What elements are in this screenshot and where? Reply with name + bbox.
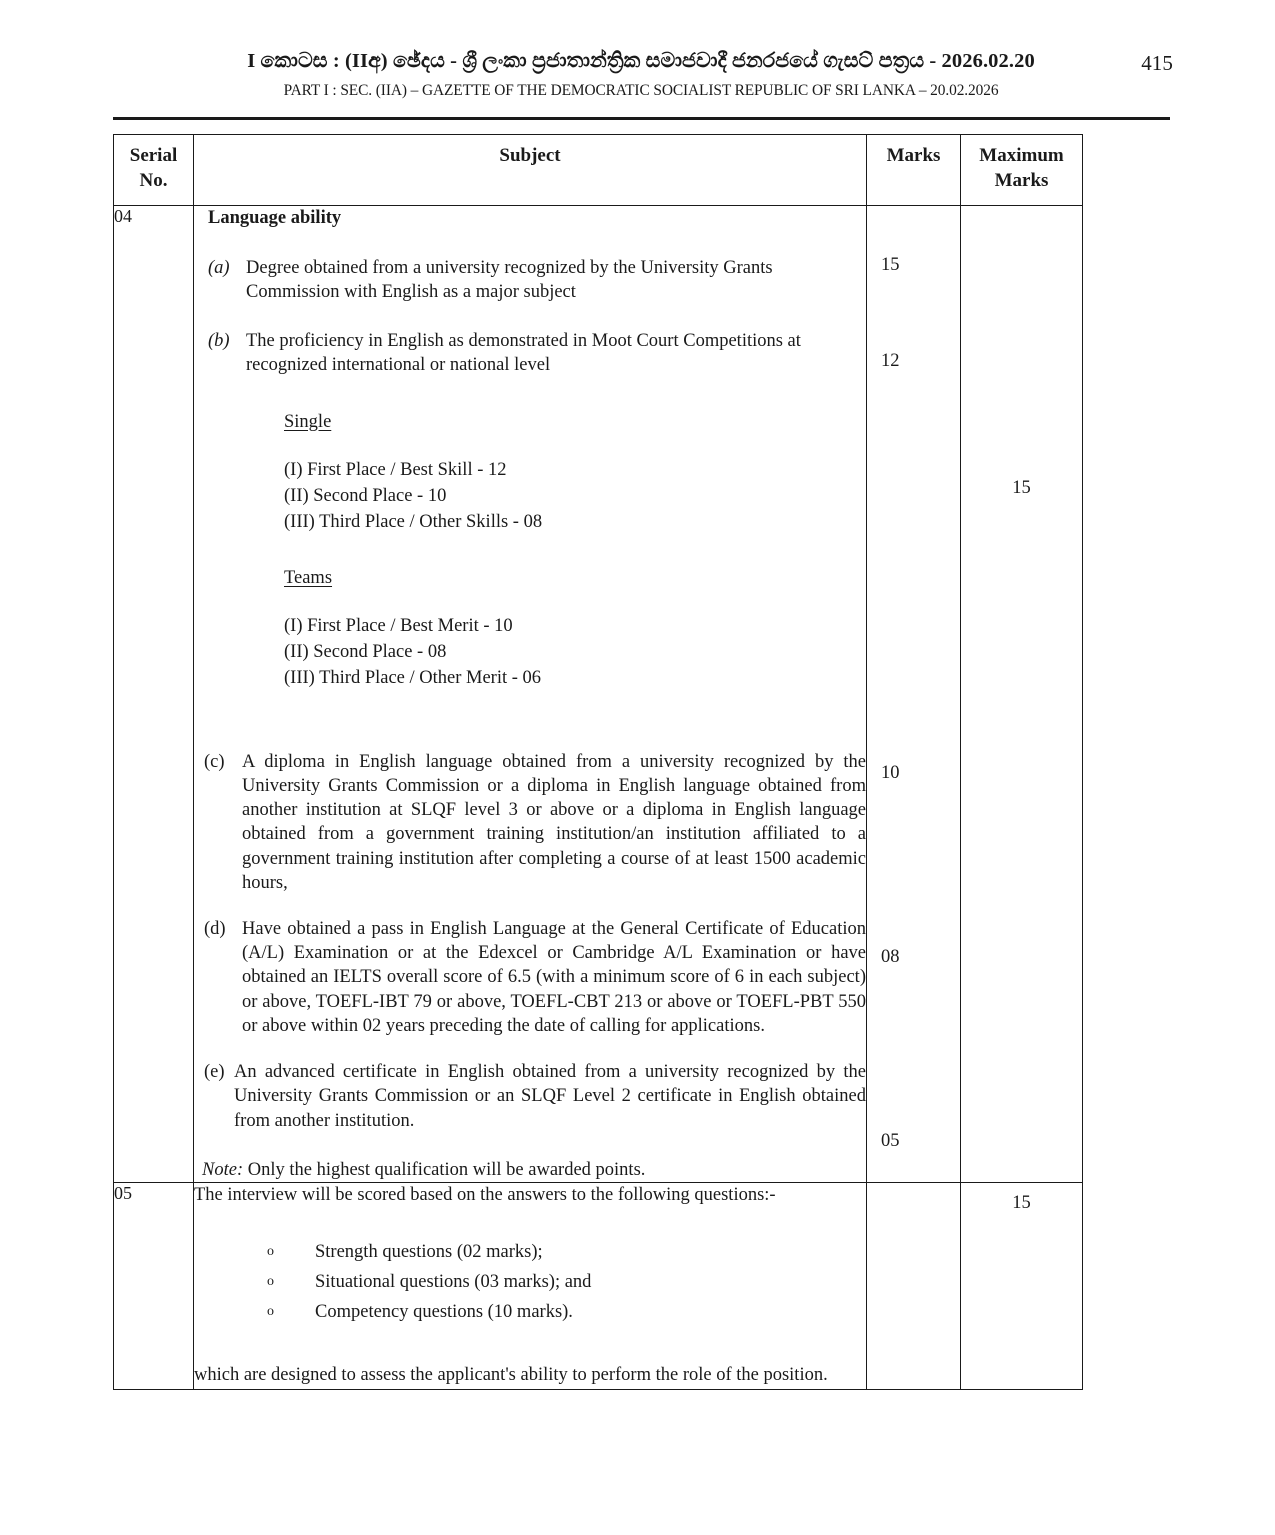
interview-bullet-3: Competency questions (10 marks).	[315, 1301, 573, 1322]
single-entry-2: (II) Second Place - 10	[284, 486, 447, 507]
single-entry-3: (III) Third Place / Other Skills - 08	[284, 512, 543, 533]
column-header-marks: Marks	[867, 135, 961, 206]
single-category-block	[284, 410, 866, 536]
item-marker-e: (e)	[204, 1062, 225, 1083]
teams-category-block	[284, 566, 866, 692]
subject-item-b	[194, 329, 866, 377]
item-marker-b: (b)	[208, 331, 230, 352]
table-header-row	[114, 135, 1083, 206]
note-text: Only the highest qualification will be awarded points.	[247, 1159, 646, 1180]
subject-heading-language-ability: Language ability	[208, 208, 342, 229]
subject-item-a	[194, 256, 866, 304]
maximum-marks-value-05: 15	[1012, 1193, 1031, 1214]
interview-intro-text: The interview will be scored based on the answers to the following questions:-	[194, 1185, 776, 1206]
list-item	[194, 1299, 866, 1326]
marks-value-e: 05	[881, 1131, 900, 1152]
teams-entry-2: (II) Second Place - 08	[284, 642, 447, 663]
list-item	[194, 1269, 866, 1296]
interview-outro-text: which are designed to assess the applicant's ability to perform the role of the position.	[194, 1364, 828, 1385]
item-marker-c: (c)	[204, 751, 225, 772]
circle-bullet-icon: o	[267, 1303, 274, 1319]
subject-item-c	[194, 750, 866, 895]
column-header-maximum-marks	[961, 135, 1083, 206]
item-text-b: The proficiency in English as demonstrated in Moot Court Competitions at recognized international or national level	[246, 331, 801, 376]
header-english-text: PART I : SEC. (IIA) – GAZETTE OF THE DEMOCRATIC SOCIALIST REPUBLIC OF SRI LANKA – 20.02.2026	[283, 82, 999, 99]
subject-item-d	[194, 917, 866, 1038]
teams-entry-1: (I) First Place / Best Merit - 10	[284, 615, 513, 636]
item-text-d: Have obtained a pass in English Language at the General Certificate of Education (A/L) Examination or at the Edexcel or Cambridge A/L Examination or have obtained an IELTS overall score of 6.5 (with a minimum score of 6 in each subject) or above, TOEFL-IBT 79 or above, TOEFL-CBT 213 or above or TOEFL-PBT 550 or above within 02 years preceding the date of calling for applications.	[242, 919, 866, 1036]
single-entry-1: (I) First Place / Best Skill - 12	[284, 459, 507, 480]
header-divider-rule	[113, 117, 1170, 120]
marks-value-a: 15	[881, 255, 900, 276]
item-text-e: An advanced certificate in English obtained from a university recognized by the University Grants Commission or an SLQF Level 2 certificate in English obtained from another institution.	[234, 1062, 866, 1131]
teams-entry-3: (III) Third Place / Other Merit - 06	[284, 668, 542, 689]
serial-no-cell-04: 04	[114, 206, 194, 1183]
teams-category-title: Teams	[284, 567, 333, 588]
subject-cell-04	[194, 206, 867, 1183]
marks-scheme-table	[113, 134, 1083, 1390]
circle-bullet-icon: o	[267, 1244, 274, 1260]
item-text-a: Degree obtained from a university recognized by the University Grants Commission with English as a major subject	[246, 257, 773, 302]
max-marks-header-line1: Maximum	[979, 145, 1064, 166]
teams-category-list	[284, 613, 866, 692]
list-item	[194, 1239, 866, 1266]
serial-header-line2: No.	[139, 169, 168, 191]
page-number: 415	[1141, 51, 1173, 75]
note-label: Note:	[202, 1159, 244, 1180]
column-header-subject: Subject	[194, 135, 867, 206]
max-marks-header-line2: Marks	[994, 169, 1049, 191]
subject-item-e	[194, 1060, 866, 1133]
note-line	[202, 1158, 866, 1182]
header-sinhala-row	[113, 50, 1173, 75]
marks-cell-05	[867, 1183, 961, 1389]
marks-value-c: 10	[881, 763, 900, 784]
interview-question-list	[194, 1239, 866, 1325]
maximum-marks-cell-05	[961, 1183, 1083, 1389]
item-marker-a: (a)	[208, 257, 230, 278]
header-sinhala-text: I කොටස : (IIඅ) ඡේදය - ශ්‍රී ලංකා ප්‍රජාතාන්ත්‍රික සමාජවාදී ජනරජයේ ගැසට් පත්‍රය - 2026.02.20	[247, 50, 1035, 72]
single-category-title: Single	[284, 411, 332, 432]
maximum-marks-cell-04	[961, 206, 1083, 1183]
circle-bullet-icon: o	[267, 1274, 274, 1290]
table-row	[114, 1183, 1083, 1389]
interview-bullet-1: Strength questions (02 marks);	[315, 1242, 543, 1263]
column-header-serial-no	[114, 135, 194, 206]
page-header	[113, 50, 1173, 100]
interview-bullet-2: Situational questions (03 marks); and	[315, 1272, 592, 1293]
serial-header-line1: Serial	[129, 145, 178, 166]
item-text-c: A diploma in English language obtained from a university recognized by the University Grants Commission or a diploma in English language obtained from another institution at SLQF level 3 or above or a diploma in English language obtained from a government training institution/an institution affiliated to a government training institution after completing a course of at least 1500 academic hours,	[242, 751, 866, 893]
header-english-row	[113, 82, 1169, 100]
item-marker-d: (d)	[204, 919, 226, 940]
table-row	[114, 206, 1083, 1183]
marks-value-b: 12	[881, 351, 900, 372]
serial-no-cell-05: 05	[114, 1183, 194, 1389]
marks-cell-04	[867, 206, 961, 1183]
maximum-marks-value-04: 15	[1012, 478, 1031, 499]
marks-value-d: 08	[881, 947, 900, 968]
subject-cell-05	[194, 1183, 867, 1389]
single-category-list	[284, 457, 866, 536]
